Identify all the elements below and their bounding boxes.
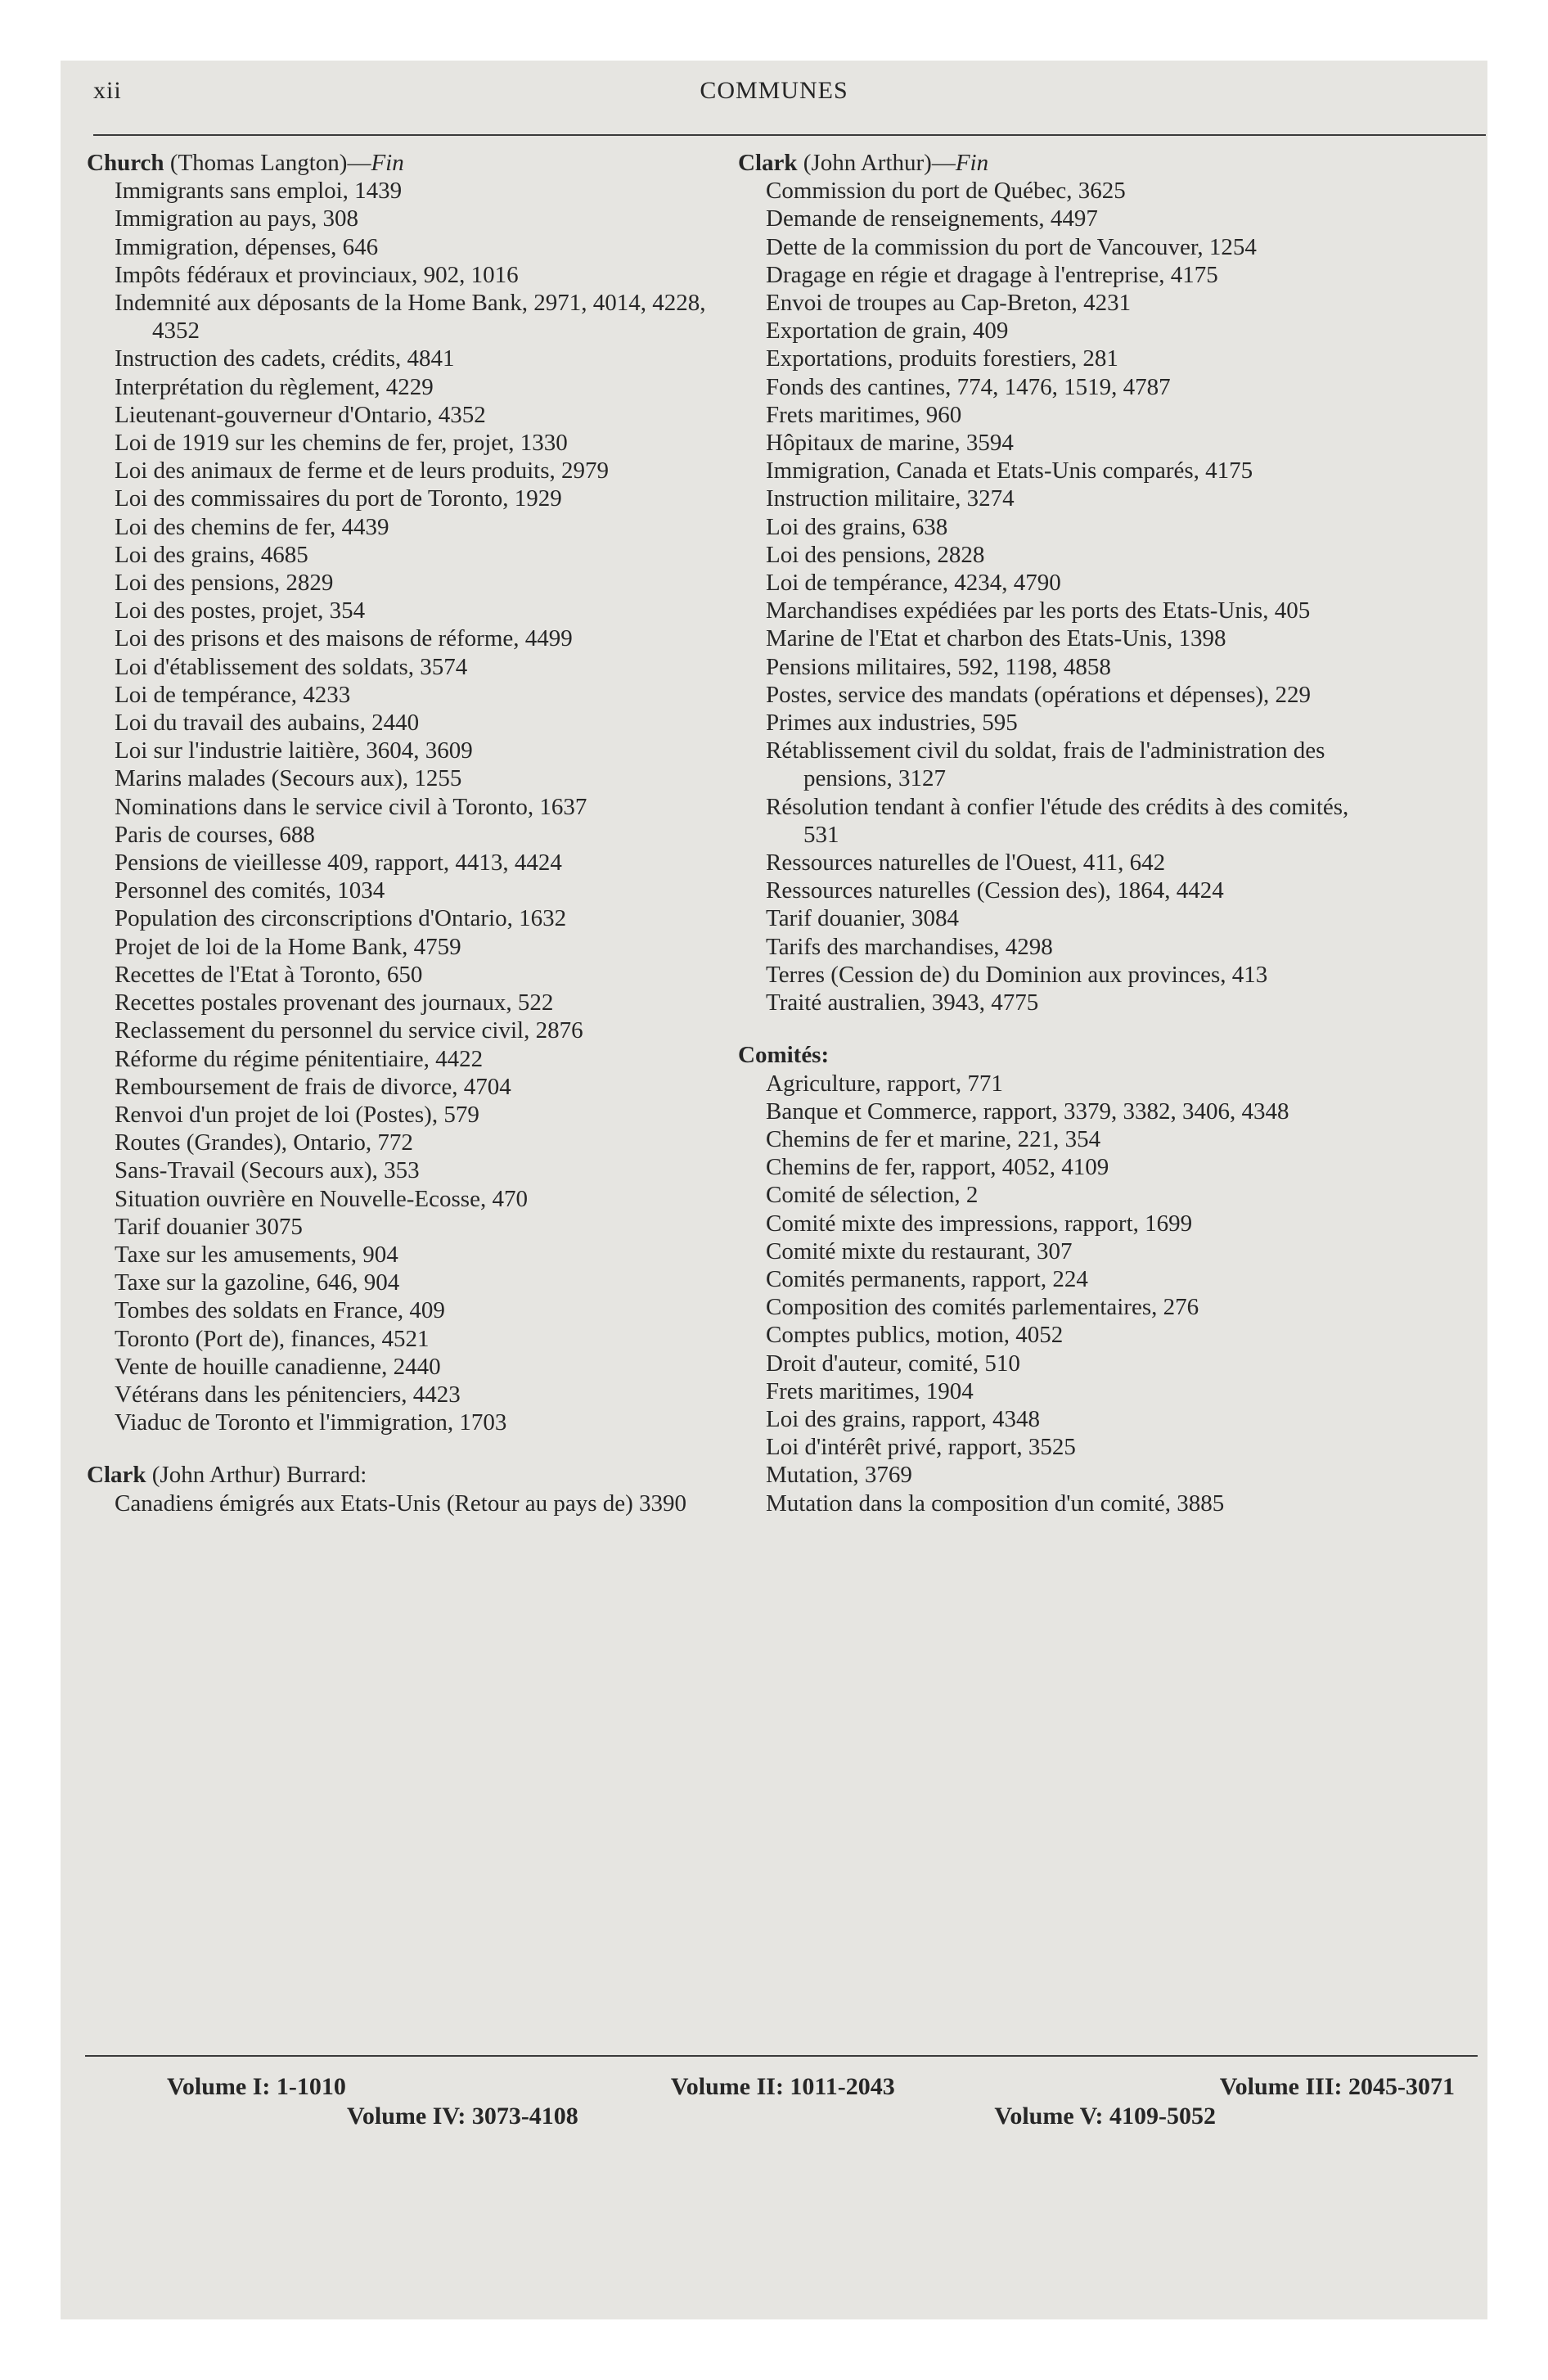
index-entry: Sans-Travail (Secours aux), 353 [115,1157,420,1184]
subentry-list [738,177,1360,1016]
index-entry: Terres (Cession de) du Dominion aux provinces, 413 [766,961,1268,988]
index-entry: Ressources naturelles de l'Ouest, 411, 642 [766,850,1166,877]
index-entry: Recettes postales provenant des journaux, 522 [115,989,554,1016]
index-entry: Ressources naturelles (Cession des), 1864, 4424 [766,877,1224,904]
index-entry: Immigration, dépenses, 646 [115,233,379,260]
running-title: COMMUNES [700,77,848,104]
right-column [738,149,1360,1517]
index-entry: Hôpitaux de marine, 3594 [766,430,1014,457]
index-entry: Loi d'intérêt privé, rapport, 3525 [766,1434,1076,1461]
index-entry: Impôts fédéraux et provinciaux, 902, 1016 [115,261,519,288]
index-entry: Résolution tendant à confier l'étude des crédits à des comités, 531 [766,793,1349,848]
index-entry: Interprétation du règlement, 4229 [115,373,434,400]
index-entry: Primes aux industries, 595 [766,710,1018,737]
index-entry: Commission du port de Québec, 3625 [766,178,1126,205]
subentry-list [87,1490,709,1517]
volume-range: Volume I: 1-1010 [167,2073,346,2100]
index-entry: Viaduc de Toronto et l'immigration, 1703 [115,1409,507,1436]
index-entry: Frets maritimes, 960 [766,401,962,428]
index-entry: Comptes publics, motion, 4052 [766,1322,1064,1349]
index-entry: Marins malades (Secours aux), 1255 [115,765,462,792]
index-entry: Instruction militaire, 3274 [766,485,1015,512]
entry-heading: Clark (John Arthur) Burrard: [87,1462,367,1489]
index-entry: Reclassement du personnel du service civil, 2876 [115,1017,583,1044]
index-entry: Tarif douanier, 3084 [766,905,959,932]
volume-range: Volume III: 2045-3071 [1219,2073,1455,2100]
index-entry: Loi de tempérance, 4233 [115,681,351,708]
entry-heading: Comités: [738,1042,830,1069]
index-entry: Routes (Grandes), Ontario, 772 [115,1129,413,1156]
index-entry: Lieutenant-gouverneur d'Ontario, 4352 [115,401,486,428]
index-entry: Tarifs des marchandises, 4298 [766,933,1053,960]
index-entry: Loi des animaux de ferme et de leurs produits, 2979 [115,458,610,485]
index-entry: Mutation dans la composition d'un comité, 3885 [766,1490,1225,1517]
index-entry: Dette de la commission du port de Vancouver, 1254 [766,233,1257,260]
index-entry: Pensions de vieillesse 409, rapport, 4413, 4424 [115,850,562,877]
index-entry: Chemins de fer et marine, 221, 354 [766,1125,1101,1152]
index-entry: Fonds des cantines, 774, 1476, 1519, 4787 [766,373,1171,400]
index-entry: Loi sur l'industrie laitière, 3604, 3609 [115,737,473,764]
index-entry: Exportation de grain, 409 [766,318,1009,345]
page-number: xii [93,77,122,104]
index-entry: Marchandises expédiées par les ports des Etats-Unis, 405 [766,597,1311,624]
index-entry: Situation ouvrière en Nouvelle-Ecosse, 470 [115,1185,528,1212]
index-entry: Chemins de fer, rapport, 4052, 4109 [766,1154,1109,1181]
index-entry: Loi des prisons et des maisons de réforme, 4499 [115,625,573,652]
index-entry: Toronto (Port de), finances, 4521 [115,1325,430,1352]
volume-range: Volume IV: 3073-4108 [347,2103,578,2130]
index-entry: Population des circonscriptions d'Ontario, 1632 [115,905,567,932]
index-entry: Comité de sélection, 2 [766,1182,979,1209]
subentry-list [87,177,709,1436]
header-rule [93,134,1486,136]
volume-range: Volume II: 1011-2043 [670,2073,895,2100]
index-entry: Exportations, produits forestiers, 281 [766,345,1118,372]
index-entry: Indemnité aux déposants de la Home Bank, 2971, 4014, 4228, 4352 [115,290,706,345]
index-entry: Loi des grains, 4685 [115,541,308,568]
entry-heading: Church (Thomas Langton)—Fin [87,150,404,176]
index-entry: Banque et Commerce, rapport, 3379, 3382, 3406, 4348 [766,1098,1289,1125]
index-entry: Instruction des cadets, crédits, 4841 [115,345,455,372]
index-entry: Tarif douanier 3075 [115,1213,303,1240]
index-entry: Canadiens émigrés aux Etats-Unis (Retour au pays de) 3390 [115,1490,687,1517]
index-entry: Comité mixte du restaurant, 307 [766,1237,1073,1264]
index-entry: Remboursement de frais de divorce, 4704 [115,1073,511,1100]
index-entry: Immigration au pays, 308 [115,205,359,232]
index-entry: Loi d'établissement des soldats, 3574 [115,653,468,680]
index-entry: Immigrants sans emploi, 1439 [115,178,403,205]
index-entry: Frets maritimes, 1904 [766,1377,974,1404]
index-entry: Tombes des soldats en France, 409 [115,1297,445,1324]
index-entry: Taxe sur la gazoline, 646, 904 [115,1269,400,1296]
index-entry: Demande de renseignements, 4497 [766,205,1098,232]
index-entry: Droit d'auteur, comité, 510 [766,1350,1020,1377]
index-entry: Réforme du régime pénitentiaire, 4422 [115,1045,484,1072]
index-entry: Comités permanents, rapport, 224 [766,1265,1088,1292]
subentry-list [738,1070,1360,1517]
footer-rule [85,2055,1478,2057]
index-entry: Loi de 1919 sur les chemins de fer, projet, 1330 [115,430,568,457]
entry-heading: Clark (John Arthur)—Fin [738,150,989,176]
index-entry: Recettes de l'Etat à Toronto, 650 [115,961,423,988]
index-entry: Loi des grains, rapport, 4348 [766,1405,1041,1432]
index-entry: Loi de tempérance, 4234, 4790 [766,570,1061,597]
index-entry: Agriculture, rapport, 771 [766,1070,1003,1097]
index-entry: Loi des postes, projet, 354 [115,597,366,624]
index-entry: Traité australien, 3943, 4775 [766,989,1039,1016]
index-entry: Immigration, Canada et Etats-Unis comparés, 4175 [766,458,1253,485]
left-column [87,149,709,1517]
index-entry: Pensions militaires, 592, 1198, 4858 [766,653,1111,680]
index-entry: Mutation, 3769 [766,1462,912,1489]
page-header [0,77,1548,110]
index-entry: Loi des pensions, 2828 [766,541,985,568]
index-entry: Vétérans dans les pénitenciers, 4423 [115,1381,461,1408]
index-entry: Loi des chemins de fer, 4439 [115,513,389,540]
index-entry: Projet de loi de la Home Bank, 4759 [115,933,461,960]
index-entry: Envoi de troupes au Cap-Breton, 4231 [766,290,1132,317]
index-entry: Loi du travail des aubains, 2440 [115,710,420,737]
index-entry: Rétablissement civil du soldat, frais de l'administration des pensions, 3127 [766,737,1325,792]
index-entry: Vente de houille canadienne, 2440 [115,1353,441,1380]
index-entry: Personnel des comités, 1034 [115,877,385,904]
index-entry: Renvoi d'un projet de loi (Postes), 579 [115,1101,479,1128]
index-entry: Dragage en régie et dragage à l'entreprise, 4175 [766,261,1218,288]
index-entry: Composition des comités parlementaires, 276 [766,1294,1199,1321]
volume-range: Volume V: 4109-5052 [994,2103,1216,2130]
index-entry: Comité mixte des impressions, rapport, 1699 [766,1210,1193,1237]
index-entry: Paris de courses, 688 [115,821,315,848]
index-entry: Loi des pensions, 2829 [115,570,334,597]
index-entry: Loi des grains, 638 [766,513,948,540]
index-entry: Postes, service des mandats (opérations et dépenses), 229 [766,681,1312,708]
index-entry: Marine de l'Etat et charbon des Etats-Unis, 1398 [766,625,1226,652]
index-entry: Taxe sur les amusements, 904 [115,1241,398,1268]
index-entry: Loi des commissaires du port de Toronto, 1929 [115,485,562,512]
index-entry: Nominations dans le service civil à Toronto, 1637 [115,793,587,820]
volume-key [85,2072,1478,2131]
